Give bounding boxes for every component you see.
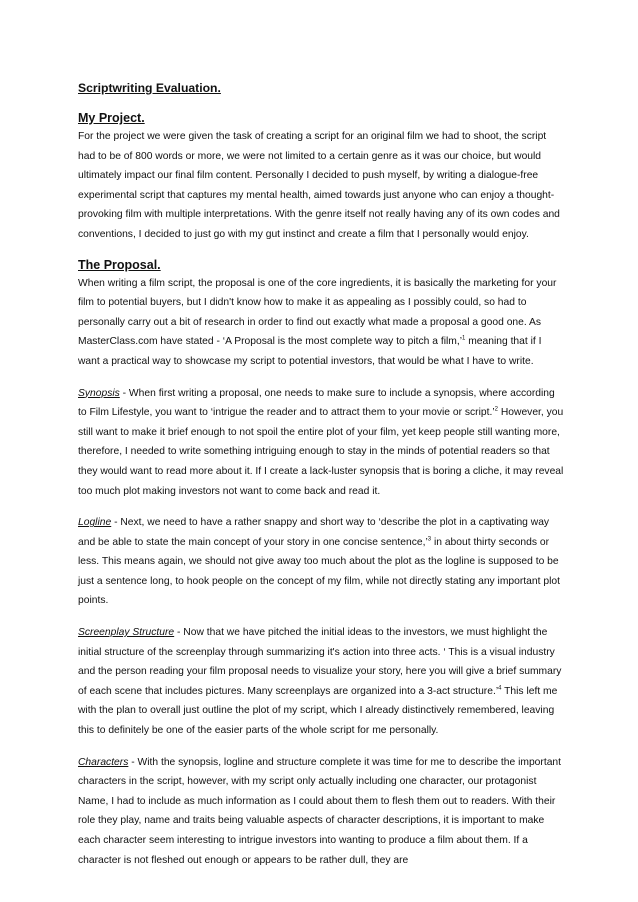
synopsis-block xyxy=(78,384,566,502)
characters-paragraph xyxy=(78,753,566,871)
logline-text-a: - Next, we need to have a rather snappy and short way to ‘describe the plot in a captivating way and be able to state the main concept of your story in one concise sentence,’ xyxy=(78,517,550,548)
proposal-intro-paragraph xyxy=(78,274,566,372)
structure-paragraph xyxy=(78,623,566,741)
structure-text-a: - Now that we have pitched the initial ideas to the investors, we must highlight the initial structure of the screenplay through summarizing it's action into three acts. ‘ This is a visual industry and the person reading your film proposal needs to visualize your story, here you will give a brief summary of each scene that includes pictures. Many screenplays are organized into a 3-act structure.’ xyxy=(78,627,562,697)
proposal-section xyxy=(78,257,566,871)
footnote-ref-3: 3 xyxy=(427,536,432,543)
characters-text-a: - With the synopsis, logline and structure complete it was time for me to describe the important characters in the script, however, with my script only actually including one character, our protagonist Name, I had to include as much information as I could about them to flesh them out to readers. With their role they play, name and traits being valuable aspects of character descriptions, it is important to make each character seem interesting to intrigue investors into wanting to produce a film about them. If a character is not fleshed out enough or appears to be rather dull, they are xyxy=(78,756,562,866)
footnote-ref-2: 2 xyxy=(494,406,498,413)
my-project-heading: My Project. xyxy=(78,111,145,125)
proposal-intro-end: meaning that if I want a practical way to showcase my script to potential investors, that would be what I have to write. xyxy=(78,336,542,367)
proposal-intro-text: When writing a film script, the proposal is one of the core ingredients, it is basically the marketing for your film to potential buyers, but I didn't know how to make it as appealing as I possibly could, so had to personally carry out a bit of research in order to find out exactly what made a proposal a good one. As MasterClass.com have stated - ‘A Proposal is the most complete way to pitch a film,’ xyxy=(78,277,557,348)
my-project-section xyxy=(78,110,566,245)
structure-text-b: This left me with the plan to overall just outline the plot of my script, which I already distinctively remembered, leaving this to definitely be one of the easier parts of the whole script for me personally. xyxy=(78,685,558,737)
structure-term: Screenplay Structure xyxy=(78,627,175,639)
logline-paragraph xyxy=(78,513,566,611)
synopsis-term: Synopsis xyxy=(78,387,120,399)
proposal-intro-block xyxy=(78,274,566,372)
characters-term: Characters xyxy=(78,756,129,768)
characters-block xyxy=(78,753,566,871)
structure-block xyxy=(78,623,566,741)
document-title: Scriptwriting Evaluation. xyxy=(78,81,221,95)
my-project-paragraph: For the project we were given the task of creating a script for an original film we had to shoot, the script had to be of 800 words or more, we were not limited to a certain genre as it was our choice, but would ultimately impact our final film content. Personally I decided to push myself, by writing a dialogue-free experimental script that captures my mental health, aimed towards just anyone who can enjoy a thought-provoking film with multiple interpretations. With the genre itself not really having any of its own codes and conventions, I decided to just go with my gut instinct and create a film that I personally would enjoy. xyxy=(78,131,560,240)
synopsis-paragraph xyxy=(78,384,566,502)
footnote-ref-4: 4 xyxy=(498,685,502,692)
document-page xyxy=(78,80,566,882)
synopsis-text-b: However, you still want to make it brief enough to not spoil the entire plot of your film, yet keep people still wanting more, therefore, I needed to write something intriguing enough to stay in the minds of potential readers so that they would want to read more about it. If I create a lack-luster synopsis that is boring a cliche, it may reveal too much plot making investors not want to come back and read it. xyxy=(78,407,564,497)
footnote-ref-1: 1 xyxy=(462,335,466,342)
proposal-heading: The Proposal. xyxy=(78,257,161,272)
logline-text-b: in about thirty seconds or less. This means again, we should not give away too much about the plot as the logline is supposed to be just a sentence long, to hook people on the concept of my film, while not directly stating any important plot points. xyxy=(78,536,560,607)
logline-term: Logline xyxy=(78,517,112,529)
synopsis-text-a: - When first writing a proposal, one needs to make sure to include a synopsis, where according to Film Lifestyle, you want to ‘intrigue the reader and to attract them to your movie or script.’ xyxy=(78,387,555,419)
logline-block xyxy=(78,513,566,611)
